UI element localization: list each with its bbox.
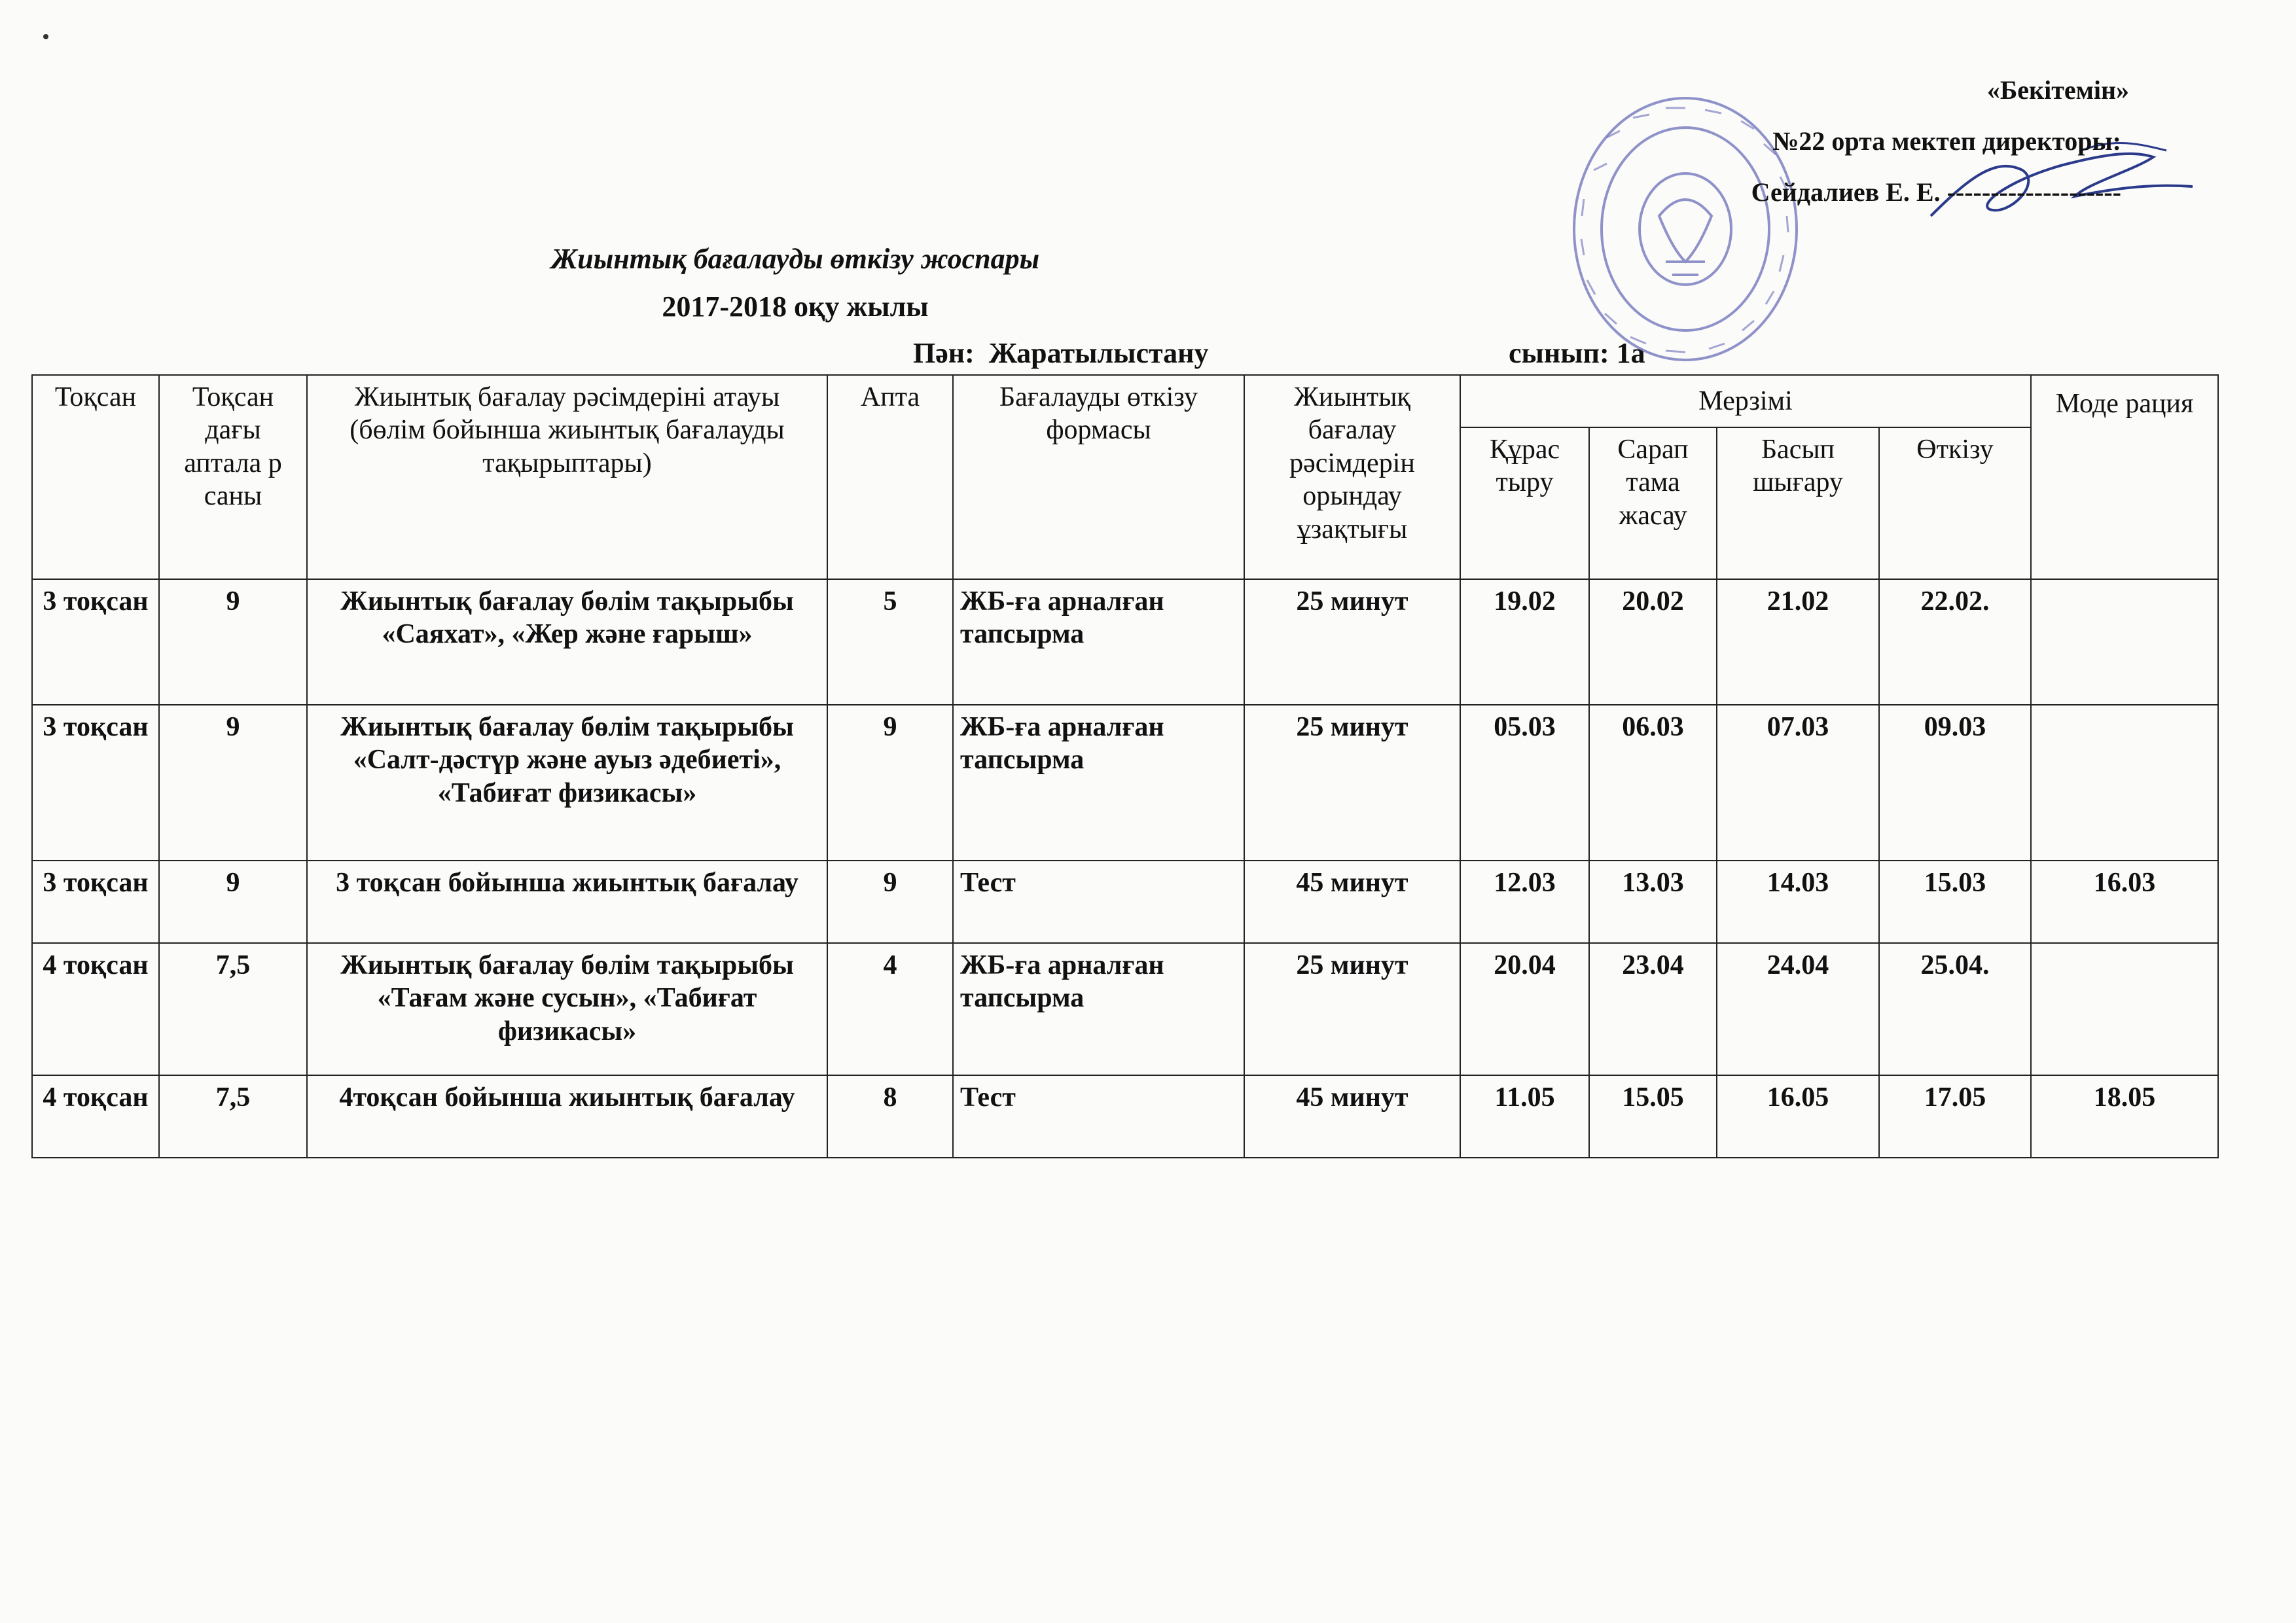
cell-print: 16.05 [1717,1075,1879,1158]
cell-quarter: 3 тоқсан [32,861,159,943]
cell-duration: 25 минут [1244,579,1460,705]
cell-name: Жиынтық бағалау бөлім тақырыбы «Саяхат», «Жер және ғарыш» [307,579,827,705]
cell-print: 24.04 [1717,943,1879,1075]
table-row [32,943,2218,1075]
cell-weeks: 9 [159,861,307,943]
cell-conduct: 15.03 [1879,861,2031,943]
cell-compile: 19.02 [1460,579,1589,705]
cell-quarter: 4 тоқсан [32,1075,159,1158]
cell-conduct: 09.03 [1879,705,2031,861]
scan-speck [43,34,48,39]
cell-moderation [2031,705,2218,861]
director-position: №22 орта мектеп директоры: [1772,126,2121,156]
cell-duration: 25 минут [1244,705,1460,861]
table-row [32,1075,2218,1158]
table-header-row [32,375,2218,427]
cell-print: 14.03 [1717,861,1879,943]
header-compile: Құрас тыру [1460,427,1589,579]
cell-quarter: 3 тоқсан [32,705,159,861]
cell-compile: 12.03 [1460,861,1589,943]
cell-print: 21.02 [1717,579,1879,705]
header-quarter: Тоқсан [32,375,159,579]
cell-name: Жиынтық бағалау бөлім тақырыбы «Салт-дәстүр және ауыз әдебиеті», «Табиғат физикасы» [307,705,827,861]
cell-review: 23.04 [1589,943,1717,1075]
header-week: Апта [827,375,953,579]
header-deadline: Мерзімі [1460,375,2031,427]
cell-print: 07.03 [1717,705,1879,861]
cell-name: 4тоқсан бойынша жиынтық бағалау [307,1075,827,1158]
header-conduct: Өткізу [1879,427,2031,579]
cell-duration: 45 минут [1244,861,1460,943]
cell-name: Жиынтық бағалау бөлім тақырыбы «Тағам және сусын», «Табиғат физикасы» [307,943,827,1075]
cell-compile: 11.05 [1460,1075,1589,1158]
header-form: Бағалауды өткізу формасы [953,375,1244,579]
table-row [32,705,2218,861]
cell-review: 15.05 [1589,1075,1717,1158]
cell-weeks: 7,5 [159,1075,307,1158]
header-weeks: Тоқсан дағы аптала р саны [159,375,307,579]
approval-block [1751,77,2129,230]
cell-moderation: 18.05 [2031,1075,2218,1158]
cell-review: 06.03 [1589,705,1717,861]
subject-label: Пән: Жаратылыстану [913,337,1209,369]
header-print: Басып шығару [1717,427,1879,579]
assessment-plan-table [31,374,2219,1158]
cell-moderation [2031,943,2218,1075]
cell-conduct: 17.05 [1879,1075,2031,1158]
header-duration: Жиынтық бағалау рәсімдерін орындау ұзақтығы [1244,375,1460,579]
cell-review: 13.03 [1589,861,1717,943]
cell-conduct: 25.04. [1879,943,2031,1075]
cell-week: 5 [827,579,953,705]
header-moderation: Моде рация [2031,375,2218,579]
table-row [32,579,2218,705]
director-name: Сейдалиев Е. Е. -------------------- [1751,177,2121,207]
cell-quarter: 3 тоқсан [32,579,159,705]
cell-conduct: 22.02. [1879,579,2031,705]
document-title: Жиынтық бағалауды өткізу жоспары [550,243,1040,275]
cell-moderation [2031,579,2218,705]
cell-moderation: 16.03 [2031,861,2218,943]
approval-label: «Бекітемін» [1986,75,2129,105]
cell-duration: 25 минут [1244,943,1460,1075]
cell-week: 4 [827,943,953,1075]
academic-year: 2017-2018 оқу жылы [662,291,929,323]
cell-duration: 45 минут [1244,1075,1460,1158]
subject-line [913,336,1645,370]
cell-weeks: 7,5 [159,943,307,1075]
cell-weeks: 9 [159,579,307,705]
cell-quarter: 4 тоқсан [32,943,159,1075]
cell-week: 9 [827,861,953,943]
cell-compile: 20.04 [1460,943,1589,1075]
cell-form: ЖБ-ға арналған тапсырма [953,943,1244,1075]
cell-week: 8 [827,1075,953,1158]
cell-review: 20.02 [1589,579,1717,705]
cell-name: 3 тоқсан бойынша жиынтық бағалау [307,861,827,943]
cell-form: Тест [953,861,1244,943]
class-label: сынып: 1а [1509,337,1645,369]
cell-weeks: 9 [159,705,307,861]
table-row [32,861,2218,943]
cell-compile: 05.03 [1460,705,1589,861]
header-name: Жиынтық бағалау рәсімдеріні атауы (бөлім бойынша жиынтық бағалауды тақырыптары) [307,375,827,579]
cell-week: 9 [827,705,953,861]
cell-form: ЖБ-ға арналған тапсырма [953,579,1244,705]
cell-form: Тест [953,1075,1244,1158]
cell-form: ЖБ-ға арналған тапсырма [953,705,1244,861]
header-review: Сарап тама жасау [1589,427,1717,579]
